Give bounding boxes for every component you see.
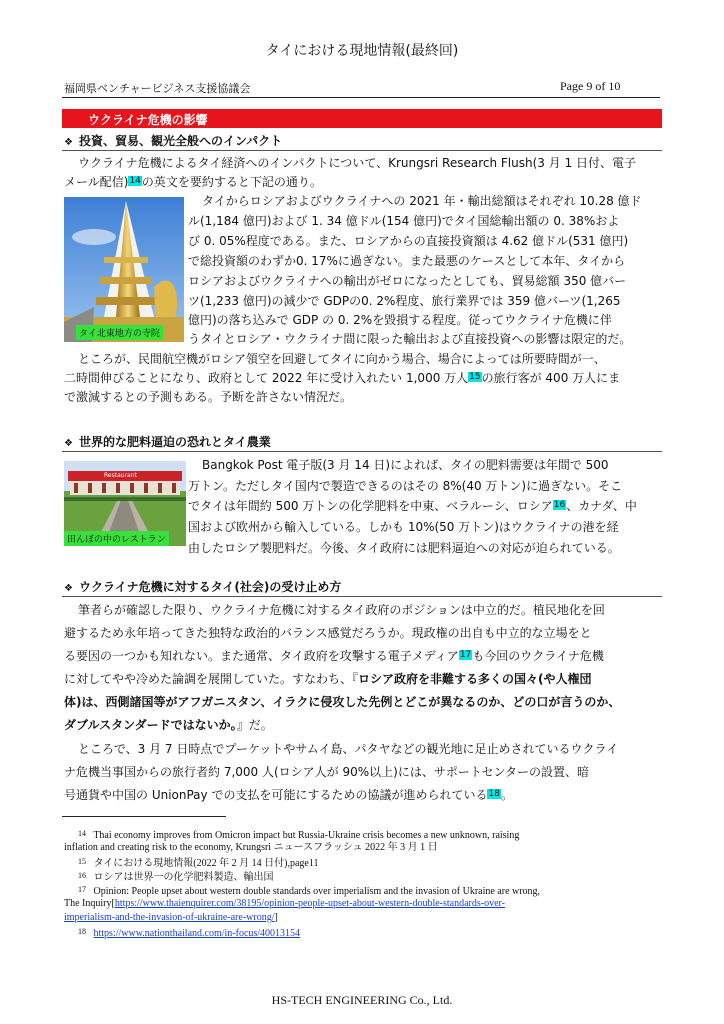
subheading-impact [64,132,282,149]
paragraph-line: うタイとロシア・ウクライナ間に限った輸出および直接投資への影響は限定的だ。 [188,332,632,346]
temple-photo [64,197,184,342]
paragraph-line: メール配信)$^{14}$の英文を要約すると下記の通り。 [64,175,322,189]
paragraph-line: 二時間伸びることになり、政府として 2022 年に受け入れたい 1,000 万人$^{15}$の旅行客が 400 万人にま [64,371,621,385]
restaurant-sign: Restaurant [104,472,137,479]
organization-name: 福岡県ベンチャービジネス支援協議会 [64,82,251,95]
quote-bold-line: 体)は、西側諸国等がアフガニスタン、イラクに侵攻した先例とどこが異なるのか、どの口が言うのか、 [64,695,621,709]
footnote-16: $^{16}$ ロシアは世界一の化学肥料製造、輸出国 [78,871,274,883]
paragraph-line: ウクライナ危機によるタイ経済へのインパクトについて、Krungsri Research Flush(3 月 1 日付、電子 [78,156,636,170]
photo-caption-restaurant: 田んぼの中のレストラン [64,531,169,546]
paragraph-line: ツ(1,233 億円)の減少で GDPの0. 2%程度、旅行業界では 359 億バーツ(1,265 [188,294,621,308]
paragraph-line: ル(1,184 億円)および 1. 34 億ドル(154 億円)でタイ国総輸出額の 0. 38%およ [188,214,620,228]
paragraph-line: 万トン。ただしタイ国内で製造できるのはその 8%(40 万トン)に過ぎない。そこ [188,479,623,493]
paragraph-line: 号通貨や中国の UnionPay での支払を可能にするための協議が進められている$^{18}$。 [64,788,513,802]
paragraph-line: でタイは年間約 500 万トンの化学肥料を中東、ベラルーシ、ロシア$^{16}$、カナダ、中 [188,499,637,513]
footnote-17: $^{17}$ Opinion: People upset about western double standards over imperialism and the invasion of Ukraine are wrong, [78,885,541,897]
paragraph-line: ナ危機当事国からの旅行者約 7,000 人(ロシア人が 90%以上)には、サポートセンターの設置、暗 [64,765,589,779]
subheading-rule [62,451,662,452]
footnote-18: $^{18}$ https://www.nationthailand.com/in-focus/40013154 [78,927,301,939]
footnote-ref-18[interactable]: 18 [488,789,500,799]
page-number: Page 9 of 10 [560,79,621,93]
paragraph-line: る要因の一つかも知れない。また通常、タイ政府を攻撃する電子メディア$^{17}$も今回のウクライナ危機 [64,649,604,663]
paragraph-line: ところが、民間航空機がロシア領空を回避してタイに向かう場合、場合によっては所要時間が一、 [78,352,606,366]
paragraph-line: タイからロシアおよびウクライナへの 2021 年・輸出総額はそれぞれ 10.28 億ド [202,194,642,208]
footnote-14: $^{14}$ Thai economy improves from Omicron impact but Russia-Ukraine crisis becomes a new unknown, raising [78,829,520,841]
footnote-divider [62,816,226,817]
section-heading-band [62,109,662,128]
paragraph-line: 避するため永年培ってきた独特な政治的バランス感覚だろうか。現政権の出自も中立的な立場をと [64,626,592,640]
subheading-impact-text: 投資、貿易、観光全般へのインパクト [78,134,283,148]
footnote-15: $^{15}$ タイにおける現地情報(2022 年 2 月 14 日付),page11 [78,857,319,869]
page-footer: HS-TECH ENGINEERING Co., Ltd. [271,993,453,1007]
diamond-bullet-icon: ❖ [64,583,73,594]
paragraph-line: ところで、3 月 7 日時点でプーケットやサムイ島、パタヤなどの観光地に足止めされているウクライ [78,742,619,756]
footnote-18-link[interactable]: https://www.nationthailand.com/in-focus/40013154 [93,928,301,939]
subheading-reaction-text: ウクライナ危機に対するタイ(社会)の受け止め方 [78,580,342,594]
section-heading: ウクライナ危機の影響 [88,113,208,127]
subheading-rule [62,596,662,597]
temple-illustration [64,197,184,342]
paragraph-line: ロシアおよびウクライナへの輸出がゼロになったとしても、貿易総額 350 億バー [188,274,627,288]
footnote-17-cont2: imperialism-and-the-invasion-of-ukraine-are-wrong/] [64,912,278,923]
diamond-bullet-icon: ❖ [64,438,73,449]
document-title: タイにおける現地情報(最終回) [265,43,459,59]
paragraph-line: 国および欧州から輸入している。しかも 10%(50 万トン)はウクライナの港を経 [188,520,619,534]
paragraph-line: び 0. 05%程度である。また、ロシアからの直接投資額は 4.62 億ドル(531 億円) [188,234,629,248]
footnote-17-link[interactable]: https://www.thaienquirer.com/38195/opinion-people-upset-about-western-double-standards-over- [114,898,505,909]
paragraph-line: に対してやや冷めた論調を展開していた。すなわち、『ロシア政府を非難する多くの国々(や人権団 [64,672,592,686]
subheading-fertilizer-text: 世界的な肥料逼迫の恐れとタイ農業 [78,435,271,449]
footnote-ref-14[interactable]: 14 [129,176,141,186]
paragraph-line: 由したロシア製肥料だ。今後、タイ政府には肥料逼迫への対応が迫られている。 [188,541,620,555]
footnote-14-cont: inflation and creating risk to the economy, Krungsri ニュースフラッシュ 2022 年 3 月 1 日 [64,842,438,853]
header-divider [62,97,660,98]
paragraph-line: で激減するとの予測もある。予断を許さない情況だ。 [64,390,353,404]
diamond-bullet-icon: ❖ [64,137,73,148]
footnote-17-cont: The Inquiry[https://www.thaienquirer.com/38195/opinion-people-upset-about-western-double-standards-over- [64,898,505,909]
subheading-rule [62,150,662,151]
subheading-fertilizer [64,433,271,450]
paragraph-line: で総投資額のわずか0. 17%に過ぎない。また最悪のケースとして本年、タイから [188,254,626,268]
subheading-reaction [64,578,341,595]
footnote-ref-17[interactable]: 17 [459,650,472,660]
photo-caption-temple: タイ北東地方の寺院 [76,325,163,340]
footnote-17-link-cont[interactable]: imperialism-and-the-invasion-of-ukraine-are-wrong/ [64,912,275,923]
quote-bold: ダブルスタンダードではないか。 [64,718,237,732]
restaurant-photo [64,461,186,546]
footnote-ref-15[interactable]: 15 [469,372,481,382]
paragraph-line: 億円)の落ち込みで GDP の 0. 2%を毀損する程度。従ってウクライナ危機に伴 [188,313,612,327]
footnote-ref-16[interactable]: 16 [553,500,566,510]
paragraph-line: 筆者らが確認した限り、ウクライナ危機に対するタイ政府のポジションは中立的だ。植民地化を回 [78,603,605,617]
quote-bold: ロシア政府を非難する多くの国々(や人権団 [358,672,592,686]
paragraph-line: ダブルスタンダードではないか。』だ。 [64,718,273,732]
paragraph-line: Bangkok Post 電子版(3 月 14 日)によれば、タイの肥料需要は年間で 500 [202,458,609,472]
